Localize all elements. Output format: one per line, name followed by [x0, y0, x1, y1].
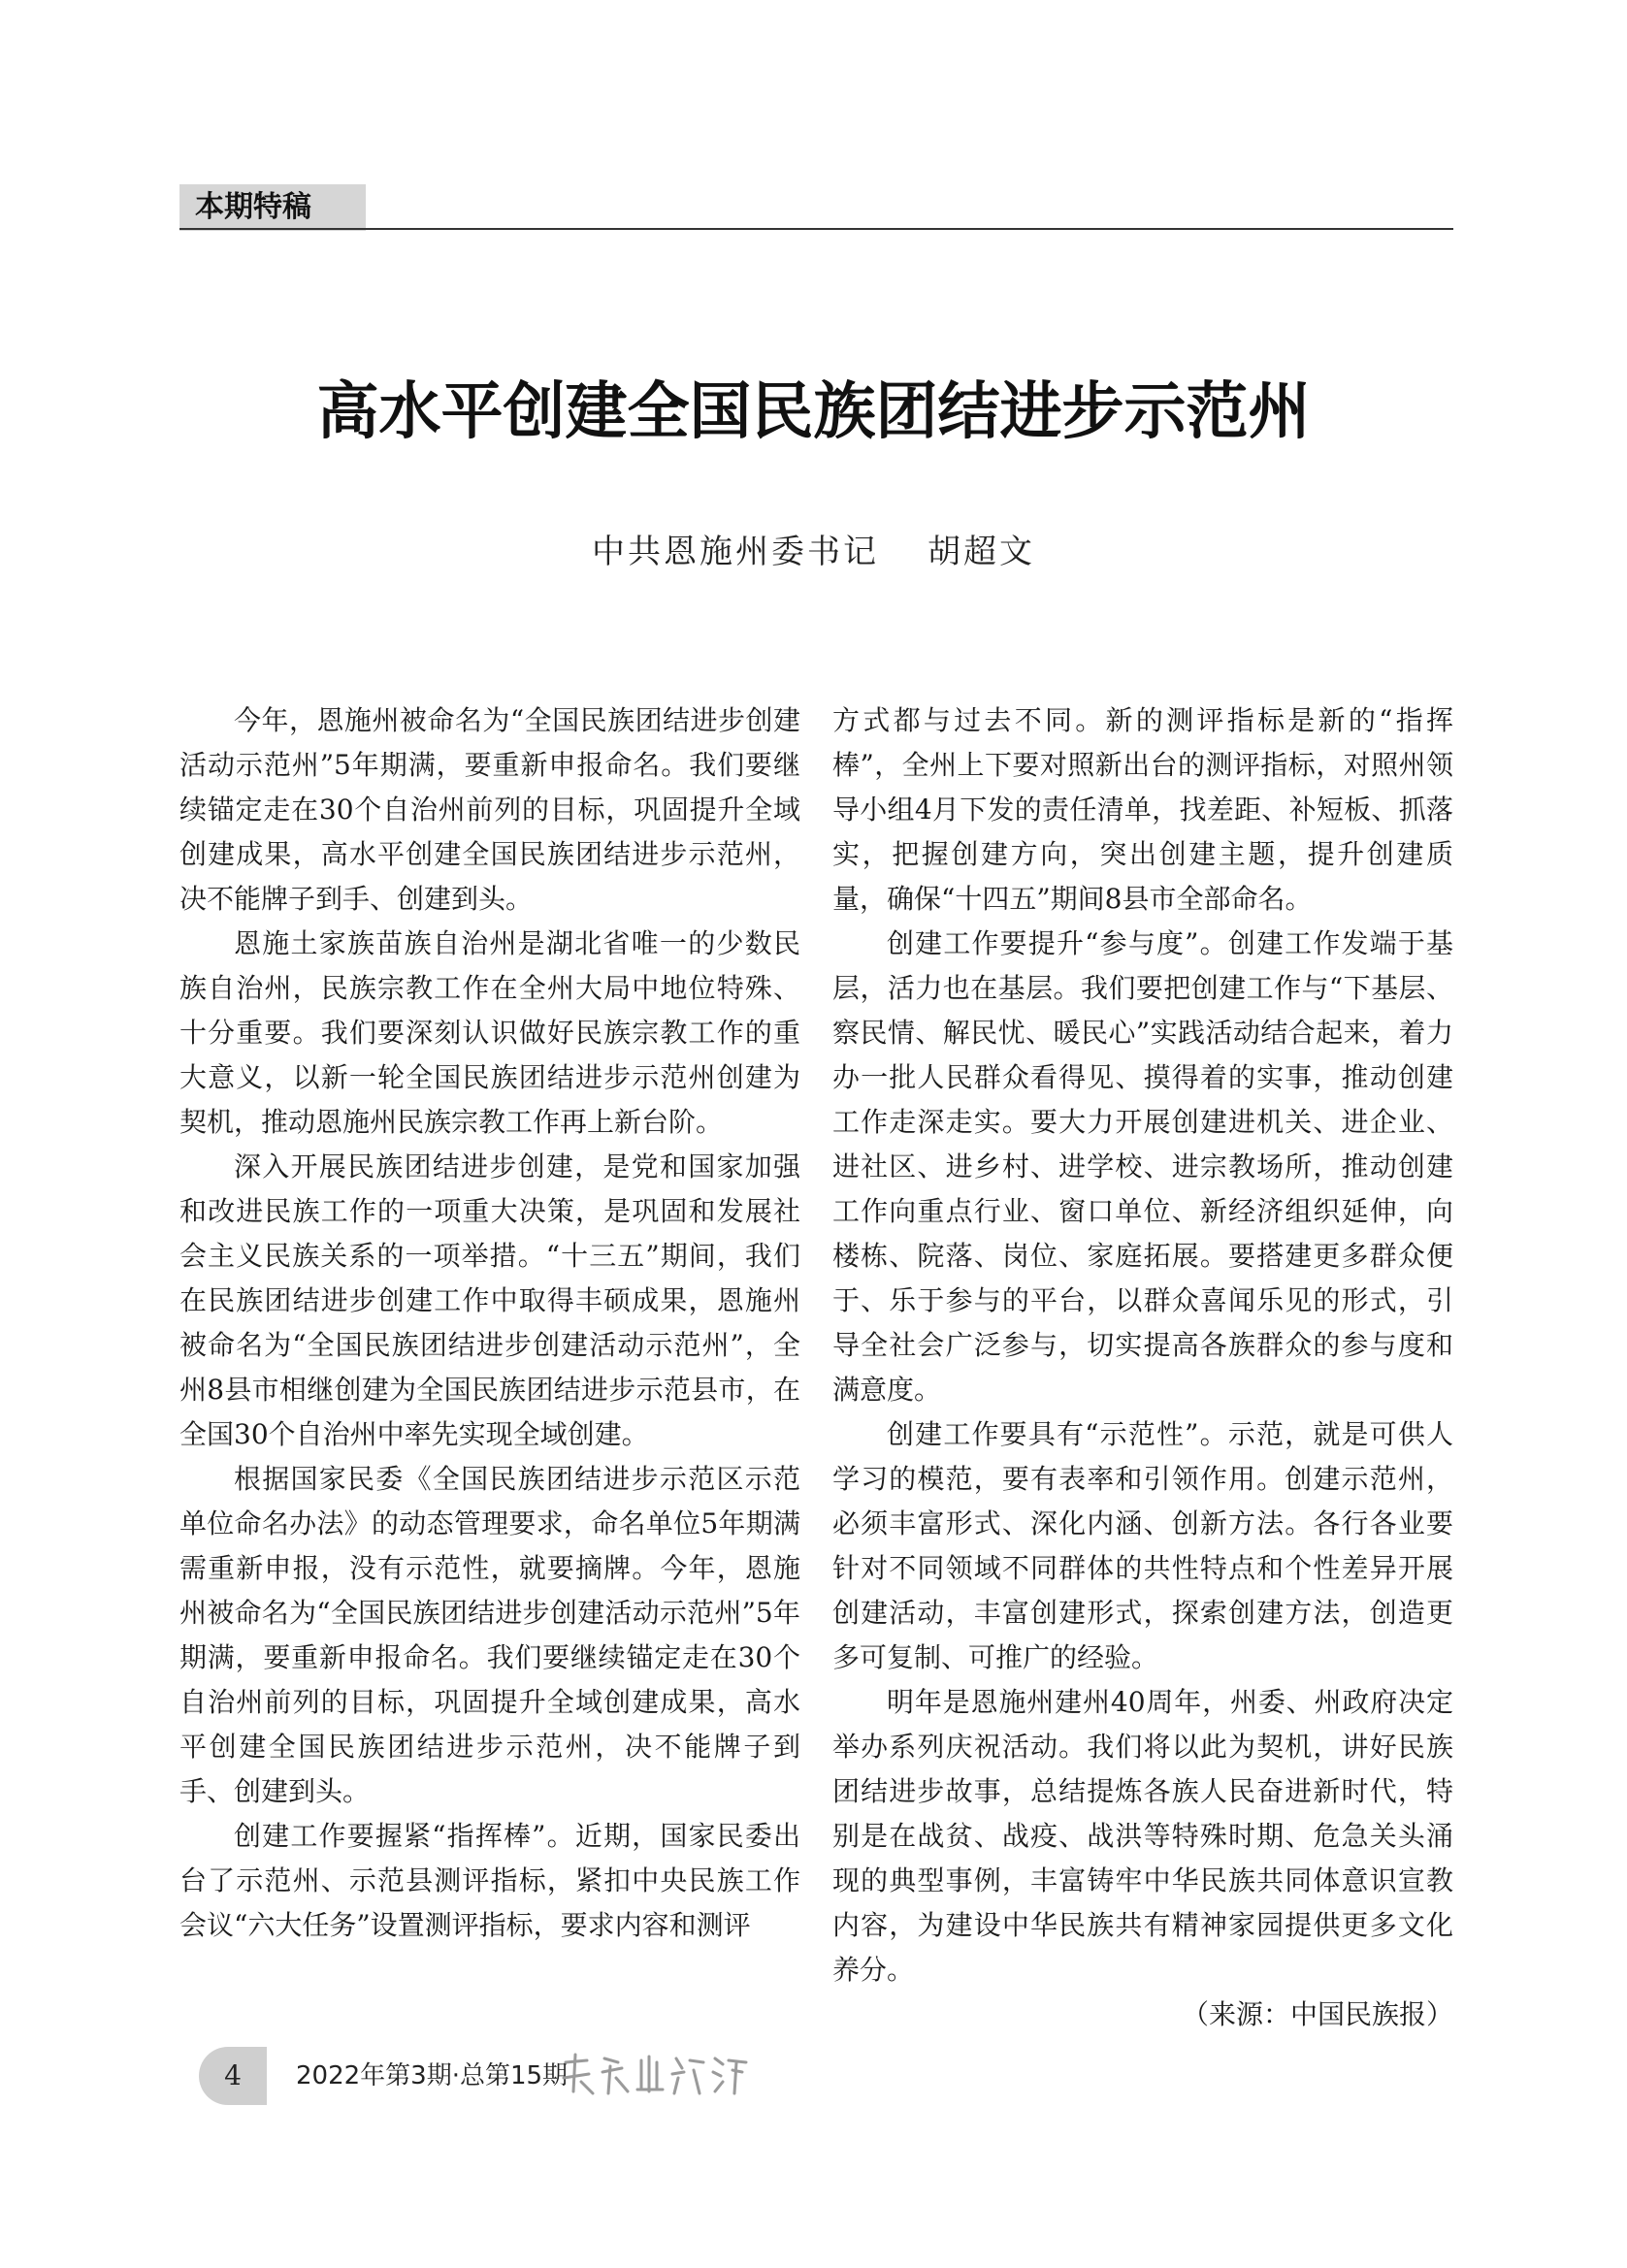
paragraph-9: 明年是恩施州建州40周年，州委、州政府决定举办系列庆祝活动。我们将以此为契机，讲好民族团结进步故事，总结提炼各族人民奋进新时代，特别是在战贫、战疫、战洪等特殊时期、危急关头涌现的典型事例，丰富铸牢中华民族共同体意识宣教内容，为建设中华民族共有精神家园提供更多文化养分。: [832, 1686, 1453, 1986]
paragraph-1: 今年，恩施州被命名为“全国民族团结进步创建活动示范州”5年期满，要重新申报命名。我们要继续锚定走在30个自治州前列的目标，巩固提升全域创建成果，高水平创建全国民族团结进步示范州，决不能牌子到手、创建到头。: [179, 704, 800, 915]
journal-logo-calligraphy: [558, 2049, 752, 2103]
article-source: （来源：中国民族报）: [1181, 1998, 1453, 2030]
author-name: 胡超文: [927, 533, 1035, 571]
article-title: 高水平创建全国民族团结进步示范州: [316, 375, 1311, 448]
paragraph-7: 创建工作要提升“参与度”。创建工作发端于基层，活力也在基层。我们要把创建工作与“下基层、察民情、解民忧、暖民心”实践活动结合起来，着力办一批人民群众看得见、摸得着的实事，推动创建工作走深走实。要大力开展创建进机关、进企业、进社区、进乡村、进学校、进宗教场所，推动创建工作向重点行业、窗口单位、新经济组织延伸，向楼栋、院落、岗位、家庭拓展。要搭建更多群众便于、乐于参与的平台，以群众喜闻乐见的形式，引导全社会广泛参与，切实提高各族群众的参与度和满意度。: [832, 927, 1453, 1406]
header-rule: [179, 228, 1453, 230]
paragraph-8: 创建工作要具有“示范性”。示范，就是可供人学习的模范，要有表率和引领作用。创建示范州，必须丰富形式、深化内涵、创新方法。各行各业要针对不同领域不同群体的共性特点和个性差异开展创建活动，丰富创建形式，探索创建方法，创造更多可复制、可推广的经验。: [832, 1418, 1453, 1673]
paragraph-4: 根据国家民委《全国民族团结进步示范区示范单位命名办法》的动态管理要求，命名单位5年期满需重新申报，没有示范性，就要摘牌。今年，恩施州被命名为“全国民族团结进步创建活动示范州”5年期满，要重新申报命名。我们要继续锚定走在30个自治州前列的目标，巩固提升全域创建成果，高水平创建全国民族团结进步示范州，决不能牌子到手、创建到头。: [179, 1463, 800, 1807]
paragraph-6: 方式都与过去不同。新的测评指标是新的“指挥棒”，全州上下要对照新出台的测评指标，对照州领导小组4月下发的责任清单，找差距、补短板、抓落实，把握创建方向，突出创建主题，提升创建质量，确保“十四五”期间8县市全部命名。: [832, 704, 1453, 915]
author-line: [0, 529, 1627, 575]
page-number: 4: [199, 2047, 267, 2105]
issue-info: 2022年第3期·总第15期: [296, 2061, 569, 2090]
author-position: 中共恩施州委书记: [592, 533, 879, 571]
paragraph-2: 恩施土家族苗族自治州是湖北省唯一的少数民族自治州，民族宗教工作在全州大局中地位特殊、十分重要。我们要深刻认识做好民族宗教工作的重大意义，以新一轮全国民族团结进步示范州创建为契机，推动恩施州民族宗教工作再上新台阶。: [179, 927, 800, 1138]
left-column: [179, 698, 800, 1948]
right-column: [832, 698, 1453, 2037]
page-footer: [199, 2047, 742, 2105]
section-tag: 本期特稿: [179, 184, 366, 231]
paragraph-3: 深入开展民族团结进步创建，是党和国家加强和改进民族工作的一项重大决策，是巩固和发展社会主义民族关系的一项举措。“十三五”期间，我们在民族团结进步创建工作中取得丰硕成果，恩施州被命名为“全国民族团结进步创建活动示范州”，全州8县市相继创建为全国民族团结进步示范县市，在全国30个自治州中率先实现全域创建。: [179, 1150, 800, 1450]
paragraph-5: 创建工作要握紧“指挥棒”。近期，国家民委出台了示范州、示范县测评指标，紧扣中央民族工作会议“六大任务”设置测评指标，要求内容和测评: [179, 1820, 800, 1941]
